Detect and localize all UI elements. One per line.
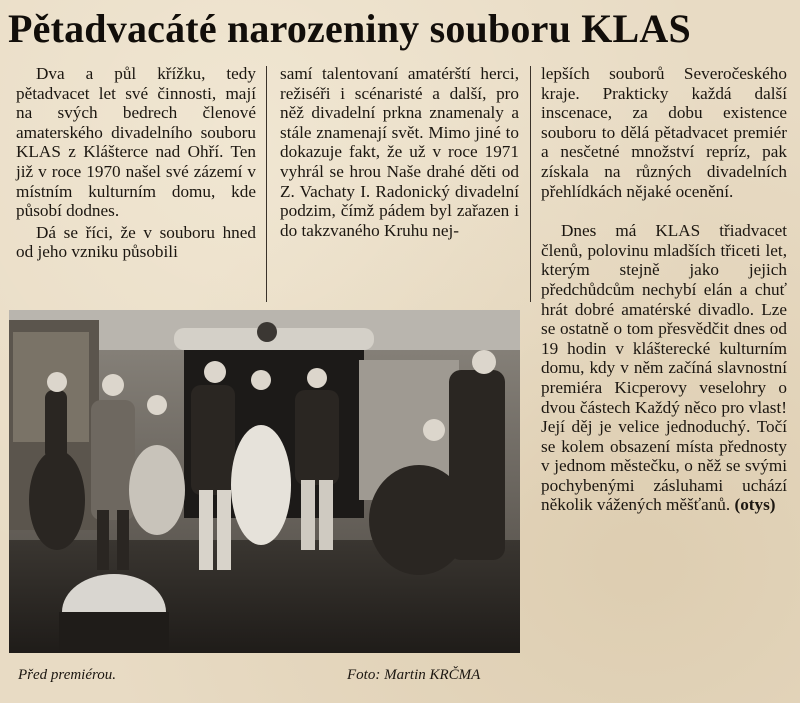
paragraph-text: lepších souborů Severočeského kraje. Prakticky každá další inscenace, za dobu existence souboru to dělá pětadvacet premiér a nesčetné množství repríz, pak získala na různých divadelních přehlídkách nějaké ocenění. [541,64,787,201]
article-column-2 [280,64,519,240]
column-divider [530,66,531,302]
paragraph [280,64,519,240]
photo-caption: Před premiérou. [18,667,117,683]
paragraph [16,64,256,221]
paragraph [541,221,787,515]
author-signature: (otys) [734,495,776,515]
article-column-1 [16,64,256,262]
stage-photo [9,310,520,653]
paragraph-text: samí talentovaní amatérští herci, režiséři i scénaristé a další, pro něž divadelní prkna znamenaly a stále znamenají svět. Mimo jiné to dokazuje fakt, že už v roce 1971 vyhrál se hrou Naše drahé děti od Z. Vachaty I. Radonický divadelní podzim, čímž pádem byl zařazen i do takzvaného Kruhu nej- [280,64,519,240]
headline: Pětadvacáté narozeniny souboru KLAS [8,6,691,51]
photo-credit: Foto: Martin KRČMA [347,667,481,683]
paragraph-text: Dva a půl křížku, tedy pětadvacet let své činnosti, mají na svých bedrech členové amaterského divadelního souboru KLAS z Klášterce nad Ohří. Ten již v roce 1970 našel své zázemí v místním kulturním domu, kde působí dodnes. [16,64,256,221]
photo-illustration [9,310,520,653]
paragraph-text: Dnes má KLAS třiadvacet členů, polovinu mladších třiceti let, kterým stejně jako jejich předchůdcům nechybí elán a chuť hrát dobré amatérské divadlo. Lze se ostatně o tom přesvědčit dnes od 19 hodin v klášterecké kulturním domu, kdy v něm začíná slavnostní premiéra Kicperovy veselohry o dvou částech Každý něco pro vlast! Její děj je velice jednoduchý. Točí se kolem obsazení místa přednosty v jednom městečku, o něž se svými pochybenými zásluhami uchází několik vážených měšťanů. [541,221,787,515]
article-column-3 [541,64,787,515]
paragraph [16,223,256,262]
column-divider [266,66,267,302]
paragraph [541,64,787,201]
paragraph-text: Dá se říci, že v souboru hned od jeho vzniku působili [16,222,256,262]
